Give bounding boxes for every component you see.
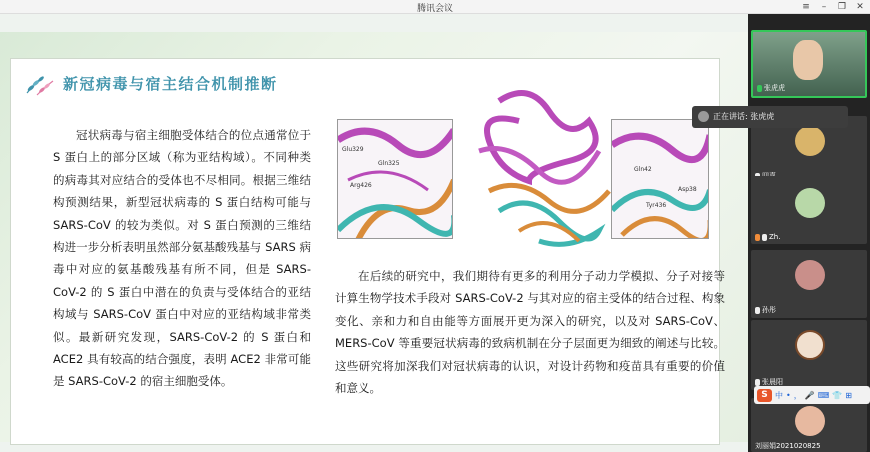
participant-name: 张晨阳 <box>755 377 783 387</box>
participant-avatar <box>795 406 825 436</box>
participant-name: 刘丽娟2021020825 <box>755 442 821 450</box>
speaking-text: 正在讲话: 张虎虎 <box>713 112 775 121</box>
speaker-avatar <box>698 111 709 122</box>
residue-label: Glu329 <box>342 146 364 153</box>
ime-lang-toggle[interactable]: 中 <box>775 390 783 400</box>
participant-tile[interactable] <box>751 320 867 390</box>
ime-toolbar[interactable] <box>754 386 870 404</box>
user-icon <box>755 234 760 241</box>
ime-keyboard-icon[interactable]: ⌨ <box>817 390 830 400</box>
protein-structure-left <box>338 120 453 239</box>
participant-tile[interactable] <box>751 30 867 98</box>
menu-icon[interactable]: ≡ <box>802 2 810 12</box>
participant-tile[interactable] <box>751 398 867 452</box>
participant-name: Zh. <box>755 233 780 241</box>
close-icon[interactable]: ✕ <box>856 2 864 12</box>
participant-avatar <box>795 126 825 156</box>
mic-icon <box>757 85 762 92</box>
slide-left-paragraph: 冠状病毒与宿主细胞受体结合的位点通常位于 S 蛋白上的部分区域（称为亚结构域）。不同种类的病毒其对应结合的受体也不尽相同。根据三维结构预测结果，新型冠状病毒的 S 蛋白结构可能与 SARS-CoV 的较为类似。对 S 蛋白预测的三维结构进一步分析表明虽然部分氨基酸残基与 SARS 病毒中对应的氨基酸残基有所不同，但是 SARS-CoV-2 的 S 蛋白中潜在的负责与受体结合的亚结构域与 SARS-CoV 蛋白中对应的亚结构域非常类似。最新研究发现，SARS-CoV-2 的 S 蛋白和 ACE2 具有较高的结合强度，表明 ACE2 非常可能是 SARS-CoV-2 的宿主细胞受体。 <box>53 128 311 389</box>
mic-icon <box>755 379 760 386</box>
mic-icon <box>762 234 767 241</box>
residue-label: Gln325 <box>378 160 400 167</box>
mic-icon <box>755 307 760 314</box>
sogou-logo-icon[interactable]: S <box>757 389 772 402</box>
participant-name: 张虎虎 <box>757 83 785 93</box>
participant-avatar <box>795 330 825 360</box>
molecule-zoom-right <box>611 119 709 239</box>
residue-label: Arg426 <box>350 182 372 189</box>
window-titlebar <box>0 0 870 14</box>
shared-screen <box>0 14 748 452</box>
ime-halfwidth-icon[interactable]: • <box>786 390 791 400</box>
slide-title: 新冠病毒与宿主结合机制推断 <box>63 75 278 93</box>
participant-face <box>793 40 823 80</box>
ime-tools-icon[interactable]: ⊞ <box>845 390 852 400</box>
maximize-icon[interactable]: ❐ <box>837 2 847 12</box>
leaf-decoration-icon <box>23 73 59 97</box>
protein-structure-right <box>612 120 709 239</box>
ime-punct-icon[interactable]: ， <box>793 390 802 400</box>
participant-avatar <box>795 260 825 290</box>
participant-name: 孙彤 <box>755 305 776 315</box>
residue-label: Asp38 <box>678 186 697 193</box>
molecule-zoom-left <box>337 119 453 239</box>
minimize-icon[interactable]: – <box>821 2 827 12</box>
ime-skin-icon[interactable]: 👕 <box>832 390 843 400</box>
ime-voice-icon[interactable]: 🎤 <box>804 390 815 400</box>
presentation-slide <box>10 58 725 445</box>
slide-right-paragraph: 在后续的研究中，我们期待有更多的利用分子动力学模拟、分子对接等计算生物学技术手段对 SARS-CoV-2 与其对应的宿主受体的结合过程、构象变化、亲和力和自由能等方面展开更为深入的研究，以及对 SARS-CoV、MERS-CoV 等重要冠状病毒的致病机制在分子层面更为细致的阐述与比较。这些研究将加深我们对冠状病毒的认识，对设计药物和疫苗具有重要的价值和意义。 <box>335 269 725 396</box>
residue-label: Gln42 <box>634 166 652 173</box>
window-title: 腾讯会议 <box>416 4 453 14</box>
residue-label: Tyr436 <box>646 202 667 209</box>
participant-avatar <box>795 188 825 218</box>
speaking-indicator <box>692 106 848 128</box>
participant-tile[interactable] <box>751 176 867 244</box>
participant-tile[interactable] <box>751 250 867 318</box>
protein-structure-center <box>459 81 619 259</box>
